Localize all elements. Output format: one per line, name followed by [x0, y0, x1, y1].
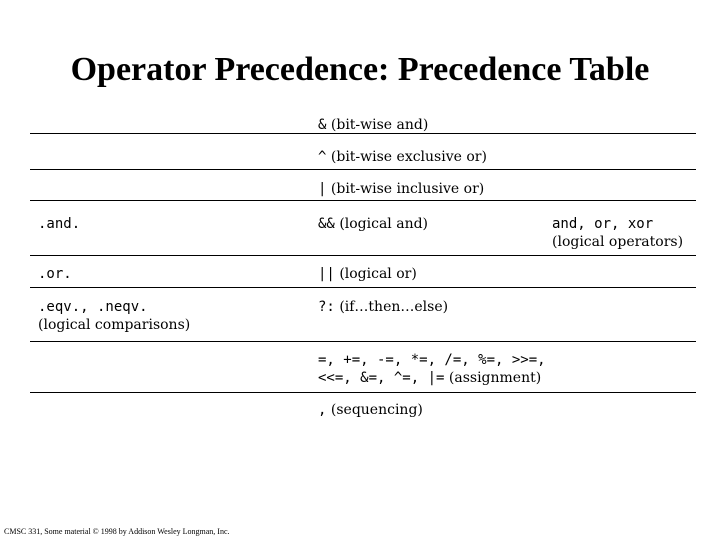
- row-3-other: [552, 215, 683, 251]
- operator-symbol: ^: [318, 149, 327, 165]
- operator-symbol: ||: [318, 266, 335, 282]
- operator-symbol: =, +=, -=, *=, /=, %=, >>=,: [318, 352, 546, 368]
- operator-description: (bit-wise exclusive or): [330, 149, 487, 165]
- row-divider: [30, 133, 696, 134]
- operator-description: (logical operators): [552, 234, 684, 250]
- operator-symbol: .and.: [38, 216, 81, 232]
- row-4-fortran: [38, 265, 72, 283]
- row-4-operator: [318, 265, 417, 283]
- operator-description: (logical or): [339, 266, 417, 282]
- operator-description: (logical and): [339, 216, 429, 232]
- operator-symbol: &&: [318, 216, 335, 232]
- operator-symbol: .or.: [38, 266, 72, 282]
- row-5-operator: [318, 298, 448, 316]
- operator-description: (if…then…else): [339, 299, 449, 315]
- row-divider: [30, 287, 696, 288]
- row-divider: [30, 341, 696, 342]
- row-3-operator: [318, 215, 428, 233]
- row-divider: [30, 200, 696, 201]
- page-title: Operator Precedence: Precedence Table: [70, 51, 650, 88]
- operator-description: (bit-wise inclusive or): [330, 181, 485, 197]
- operator-symbol-continued: <<=, &=, ^=, |=: [318, 370, 445, 386]
- row-7-operator: [318, 401, 423, 419]
- row-2-operator: [318, 180, 484, 198]
- row-divider: [30, 392, 696, 393]
- row-3-fortran: [38, 215, 80, 233]
- precedence-table: [30, 0, 696, 540]
- operator-description: (assignment): [448, 370, 542, 386]
- operator-description: (logical comparisons): [38, 317, 191, 333]
- row-1-operator: [318, 148, 487, 166]
- operator-symbol: ,: [318, 402, 327, 418]
- copyright-footer: CMSC 331, Some material © 1998 by Addison Wesley Longman, Inc.: [4, 527, 230, 536]
- row-5-fortran: [38, 298, 190, 334]
- operator-symbol: and, or, xor: [552, 216, 654, 232]
- row-divider: [30, 255, 696, 256]
- operator-symbol: ?:: [318, 299, 335, 315]
- operator-description: (sequencing): [330, 402, 423, 418]
- operator-symbol: |: [318, 181, 327, 197]
- operator-symbol: .eqv., .neqv.: [38, 299, 148, 315]
- row-6-operator: [318, 351, 546, 387]
- operator-description: (bit-wise and): [330, 117, 429, 133]
- row-0-operator: [318, 116, 428, 134]
- row-divider: [30, 169, 696, 170]
- operator-symbol: &: [318, 117, 327, 133]
